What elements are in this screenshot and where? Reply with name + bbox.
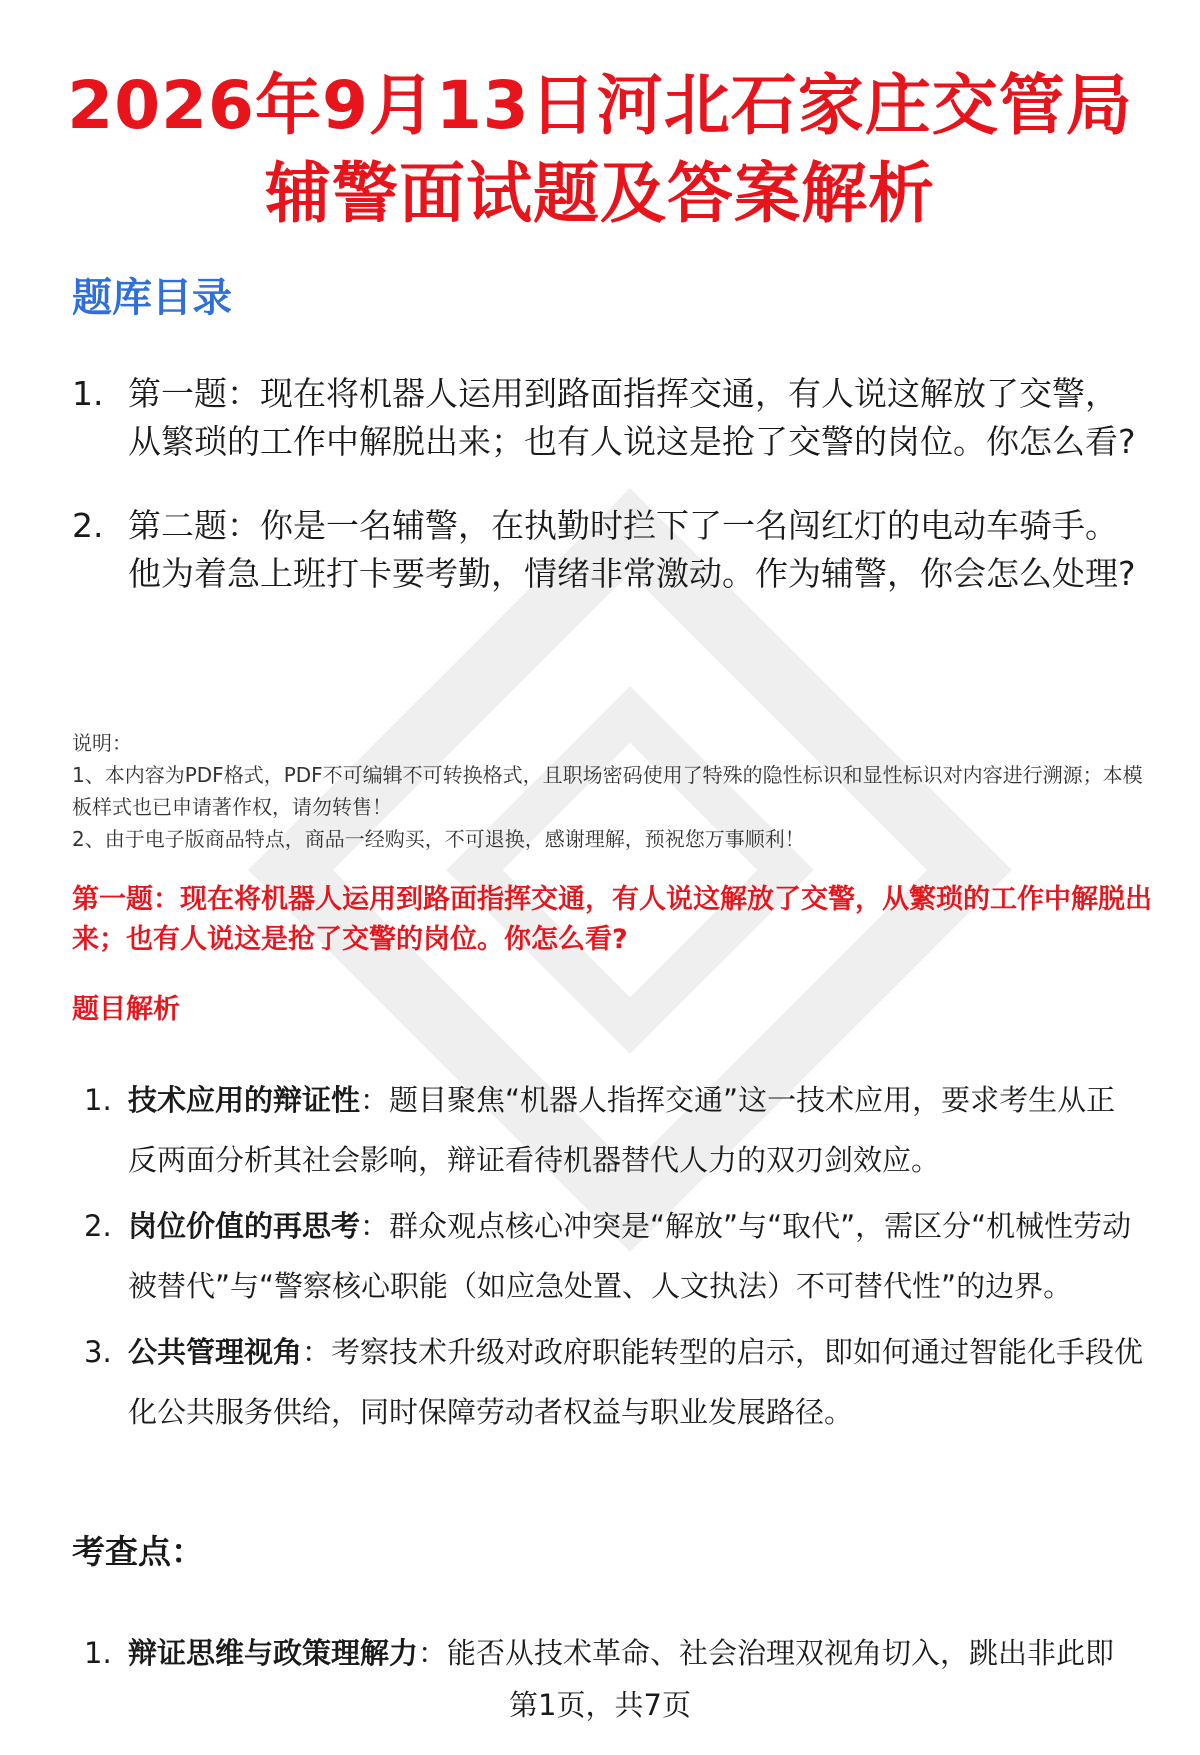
analysis-item-number: 3. bbox=[84, 1335, 112, 1369]
analysis-heading: 题目解析 bbox=[72, 994, 180, 1025]
analysis-item-text: ：考察技术升级对政府职能转型的启示，即如何通过智能化手段优化公共服务供给，同时保障劳动者权益与职业发展路径。 bbox=[128, 1335, 1144, 1429]
toc-item-text: 第一题：现在将机器人运用到路面指挥交通，有人说这解放了交警，从繁琐的工作中解脱出来；也有人说这是抢了交警的岗位。你怎么看? bbox=[128, 374, 1136, 461]
toc-list bbox=[72, 370, 1142, 634]
toc-heading: 题库目录 bbox=[72, 275, 232, 321]
analysis-item bbox=[84, 1196, 1144, 1316]
document-title bbox=[40, 62, 1160, 238]
analysis-item-keyword: 岗位价值的再思考 bbox=[128, 1209, 361, 1243]
title-line-2: 辅警面试题及答案解析 bbox=[265, 155, 935, 232]
analysis-list bbox=[84, 1070, 1144, 1448]
points-list bbox=[84, 1628, 1144, 1678]
points-item bbox=[84, 1628, 1144, 1678]
analysis-item-keyword: 技术应用的辩证性 bbox=[128, 1083, 361, 1117]
toc-item-number: 2. bbox=[72, 506, 104, 545]
toc-item[interactable] bbox=[72, 370, 1142, 466]
question-1-title: 第一题：现在将机器人运用到路面指挥交通，有人说这解放了交警，从繁琐的工作中解脱出来；也有人说这是抢了交警的岗位。你怎么看? bbox=[72, 884, 1152, 955]
points-item-text: ：能否从技术革命、社会治理双视角切入，跳出非此即 bbox=[418, 1636, 1115, 1670]
analysis-item bbox=[84, 1070, 1144, 1190]
title-line-1: 2026年9月13日河北石家庄交管局 bbox=[67, 67, 1133, 144]
points-heading: 考查点： bbox=[72, 1532, 204, 1571]
points-item-number: 1. bbox=[84, 1636, 112, 1670]
page-number: 第1页，共7页 bbox=[509, 1688, 691, 1722]
notice-block bbox=[72, 727, 1162, 855]
analysis-item-number: 2. bbox=[84, 1209, 112, 1243]
notice-line-1: 1、本内容为PDF格式，PDF不可编辑不可转换格式，且职场密码使用了特殊的隐性标识和显性标识对内容进行溯源；本模板样式也已申请著作权，请勿转售！ bbox=[72, 763, 1143, 819]
notice-line-2: 2、由于电子版商品特点，商品一经购买，不可退换，感谢理解，预祝您万事顺利！ bbox=[72, 827, 805, 851]
toc-item-number: 1. bbox=[72, 374, 104, 413]
analysis-item-number: 1. bbox=[84, 1083, 112, 1117]
toc-item-text: 第二题：你是一名辅警，在执勤时拦下了一名闯红灯的电动车骑手。他为着急上班打卡要考勤，情绪非常激动。作为辅警，你会怎么处理? bbox=[128, 506, 1136, 593]
notice-label: 说明： bbox=[72, 731, 132, 755]
toc-item[interactable] bbox=[72, 502, 1142, 598]
analysis-item-keyword: 公共管理视角 bbox=[128, 1335, 303, 1369]
analysis-item-text: ：题目聚焦“机器人指挥交通”这一技术应用，要求考生从正反两面分析其社会影响，辩证看待机器替代人力的双刃剑效应。 bbox=[128, 1083, 1116, 1177]
points-item-keyword: 辩证思维与政策理解力 bbox=[128, 1636, 419, 1670]
analysis-item bbox=[84, 1322, 1144, 1442]
analysis-item-text: ：群众观点核心冲突是“解放”与“取代”，需区分“机械性劳动被替代”与“警察核心职能（如应急处置、人文执法）不可替代性”的边界。 bbox=[128, 1209, 1132, 1303]
